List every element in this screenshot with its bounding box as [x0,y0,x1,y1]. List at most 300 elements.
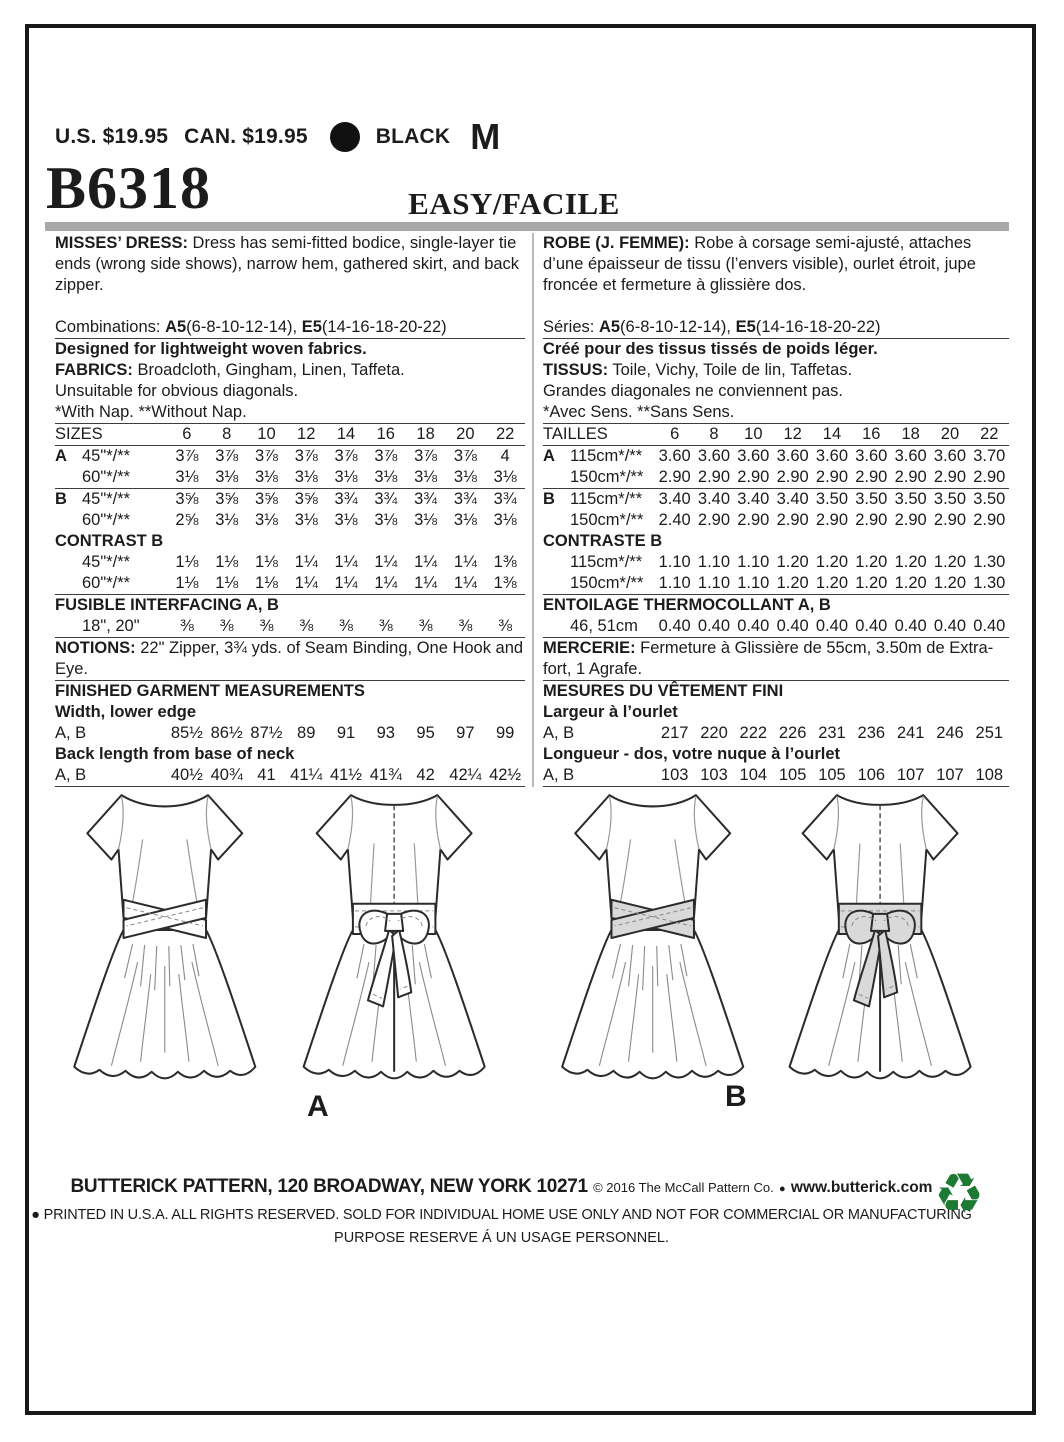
value-cell: 1⅛ [254,574,278,592]
value-cell: 93 [376,724,395,742]
table-section-label: Width, lower edge [55,703,197,721]
value-cell: 18 [901,425,920,443]
value-cell: 2.90 [697,468,731,486]
view-letter [55,616,82,637]
value-cell: 3.60 [894,447,927,465]
value-cell: 251 [975,724,1004,742]
price-us: U.S. $19.95 [55,125,169,148]
view-letter: B [543,490,555,508]
value-cell: 236 [857,724,886,742]
publisher-address: BUTTERICK PATTERN, 120 BROADWAY, NEW YORK 10271 [70,1176,588,1197]
value-cell: 3¾ [374,490,398,508]
value-cell: 1.20 [894,553,927,571]
value-cell: 1.20 [815,574,849,592]
value-cell: 42½ [489,766,522,784]
table-section-label: Longueur - dos, votre nuque à l’ourlet [543,745,841,763]
view-letter [543,573,570,594]
value-cell: 2.90 [973,468,1006,486]
row-label-text: 60"*/** [82,511,131,529]
description-body-fr: Robe à corsage semi-ajusté, attaches d’une épaisseur de tissu (l’envers visible), ourlet étroit, jupe froncée et fermeture à glissière dos. [543,234,976,294]
view-letter [543,467,570,488]
value-cell: 91 [336,724,356,742]
value-cell: 3⅛ [453,511,477,529]
publisher-line [29,1176,974,1198]
value-cell: 6 [182,425,192,443]
value-cell: 3⅝ [175,490,199,508]
table-row [55,573,525,595]
value-cell: 1⅛ [175,574,199,592]
table-row [543,723,1009,744]
value-cell: 8 [709,425,719,443]
table-section-label: Back length from base of neck [55,745,295,763]
dress-a-back-view [304,795,485,1078]
row-label [55,573,167,594]
size-group-letter: M [470,116,501,157]
value-cell: 2.90 [815,468,849,486]
paragraph-title: MERCERIE: [543,639,636,657]
description-title-en: MISSES’ DRESS: [55,234,188,252]
pattern-number: B6318 [46,155,212,221]
value-cell: 41½ [329,766,363,784]
value-cell: 217 [660,724,689,742]
value-cell: 3⅛ [453,468,477,486]
value-cell: 0.40 [776,617,809,635]
table-paragraph [55,638,525,681]
value-cell: 103 [660,766,689,784]
value-cell: 226 [778,724,807,742]
value-cell: 3.60 [776,447,809,465]
value-cell: 3⅞ [175,447,199,465]
value-cell: 1.20 [776,553,809,571]
value-cell: 1⅛ [254,553,278,571]
value-cell: 3⅞ [453,447,477,465]
table-row [543,467,1009,489]
row-label-text: 18", 20" [82,617,140,635]
row-label-text: SIZES [55,425,103,443]
row-label-text: A, B [55,766,87,784]
value-cell: 231 [818,724,846,742]
table-row [543,552,1009,573]
value-cell: 2.90 [737,468,770,486]
value-cell: 103 [700,766,728,784]
value-cell: 3⅛ [215,468,239,486]
row-label [55,467,167,488]
row-label-text: 45"*/** [82,447,131,465]
combo-a5: A5 [165,318,187,336]
value-cell: 8 [222,425,232,443]
fabrics-title-fr: TISSUS: [543,361,609,379]
table-section-label: Largeur à l’ourlet [543,703,678,721]
value-cell: 3.40 [737,490,770,508]
value-cell: 2.90 [894,468,927,486]
value-cell: 3⅛ [334,468,358,486]
value-cell: 3.60 [855,447,888,465]
value-cell: 3⅛ [414,468,438,486]
value-cell: 3.50 [973,490,1006,508]
dress-a-front-view [74,795,255,1078]
value-cell: 2.90 [737,511,770,529]
table-row [55,467,525,489]
value-cell: 3⅛ [294,468,318,486]
combo-a5-sizes: (6-8-10-12-14), [186,318,302,336]
dress-b-back-view [790,795,971,1078]
fabrics-body-fr: Toile, Vichy, Toile de lin, Taffetas. [608,361,853,379]
value-cell: 1.10 [697,574,731,592]
recycle-icon: ♻ [934,1162,985,1225]
value-cell: 0.40 [737,617,770,635]
combinations-line-fr [543,317,1009,339]
value-cell: 241 [896,724,925,742]
value-cell: 2.90 [933,511,967,529]
value-cell: 3⅛ [374,511,398,529]
value-cell: 14 [822,425,842,443]
combo-e5-sizes: (14-16-18-20-22) [321,318,447,336]
value-cell: 1¼ [453,574,477,592]
value-cell: 2.90 [776,468,809,486]
row-label-text: A, B [543,766,575,784]
row-label [55,446,167,467]
value-cell: 3⅛ [374,468,398,486]
value-cell: 3.40 [658,490,691,508]
serie-e5: E5 [735,318,756,336]
value-cell: 99 [495,724,515,742]
value-cell: 2.90 [973,511,1006,529]
value-cell: ⅜ [299,617,314,635]
table-paragraph [543,638,1009,681]
rights-line: ● PRINTED IN U.S.A. ALL RIGHTS RESERVED. SOLD FOR INDIVIDUAL HOME USE ONLY AND NOT FOR COMMERCIAL OR MANUFACTURING [31,1207,972,1223]
row-label-text: 46, 51cm [570,617,638,635]
row-label [55,552,167,573]
value-cell: 3.40 [776,490,809,508]
value-cell: 2.90 [815,511,849,529]
value-cell: 2.90 [776,511,809,529]
value-cell: 97 [456,724,475,742]
value-cell: 2.90 [855,511,888,529]
value-cell: 85½ [170,724,203,742]
unsuitable-line-en: Unsuitable for obvious diagonals. [55,382,299,400]
value-cell: 1.10 [658,553,691,571]
row-label-text: 60"*/** [82,574,131,592]
value-cell: 2.90 [855,468,888,486]
row-label [543,616,655,637]
value-cell: 1.20 [776,574,809,592]
serie-e5-sizes: (14-16-18-20-22) [755,318,881,336]
spec-columns [55,233,1011,787]
designed-for-en: Designed for lightweight woven fabrics. [55,340,367,358]
value-cell: 1¼ [374,553,398,571]
value-cell: 3⅞ [215,447,239,465]
row-label [543,510,655,531]
table-section-label: ENTOILAGE THERMOCOLLANT A, B [543,596,831,614]
table-section-label: FINISHED GARMENT MEASUREMENTS [55,682,365,700]
value-cell: 95 [416,724,435,742]
serie-a5-sizes: (6-8-10-12-14), [620,318,736,336]
value-cell: 3.60 [658,447,691,465]
row-label-text: 115cm*/** [570,447,643,465]
value-cell: 3⅛ [414,511,438,529]
value-cell: ⅜ [418,617,433,635]
value-cell: 40¾ [210,766,243,784]
value-cell: 10 [744,425,763,443]
value-cell: 0.40 [933,617,967,635]
value-cell: 2.90 [894,511,927,529]
value-cell: 105 [778,766,807,784]
table-row [543,446,1009,467]
value-cell: 3⅛ [334,511,358,529]
row-label-text: 150cm*/** [570,468,644,486]
value-cell: 89 [297,724,316,742]
value-cell: 2.40 [658,511,691,529]
value-cell: 1¼ [374,574,398,592]
value-cell: 1¼ [334,574,358,592]
row-label-text: 45"*/** [82,553,131,571]
value-cell: 12 [297,425,316,443]
yardage-table-en [55,424,525,787]
spacer [543,296,1009,317]
value-cell: 3⅞ [254,447,278,465]
row-label-text: A, B [543,724,575,742]
dress-illustrations [60,775,1010,1107]
fabrics-line-fr [543,360,1009,381]
nap-note-fr: *Avec Sens. **Sans Sens. [543,402,1009,424]
row-label [543,573,655,594]
value-cell: 3⅛ [215,511,239,529]
paragraph-text: Fermeture à Glissière de 55cm, 3.50m de Extra-fort, 1 Agrafe. [543,639,994,678]
description-title-fr: ROBE (J. FEMME): [543,234,690,252]
price-can: CAN. $19.95 [184,125,308,148]
value-cell: 1¼ [294,553,318,571]
value-cell: 1.20 [855,553,888,571]
value-cell: 106 [857,766,886,784]
value-cell: 3⅞ [294,447,318,465]
envelope-frame [25,24,1036,1415]
designed-for-fr: Créé pour des tissus tissés de poids léger. [543,340,878,358]
value-cell: 2.90 [658,468,691,486]
dress-b-front-view [562,795,743,1078]
value-cell: 3⅞ [334,447,358,465]
description-fr [543,233,1009,296]
value-cell: 1.10 [737,574,770,592]
french-column [543,233,1009,787]
paragraph-title: NOTIONS: [55,639,136,657]
value-cell: 20 [456,425,475,443]
value-cell: 220 [700,724,728,742]
row-label-text: 45"*/** [82,490,131,508]
combinations-prefix: Combinations: [55,318,166,336]
view-a-label: A [307,1090,329,1123]
value-cell: 1.20 [894,574,927,592]
value-cell: 20 [940,425,960,443]
value-cell: 0.40 [658,617,691,635]
value-cell: 3⅞ [414,447,438,465]
view-letter [543,616,570,637]
yardage-table-fr [543,424,1009,787]
description-en [55,233,525,296]
value-cell: 42¼ [449,766,482,784]
table-section-label: CONTRASTE B [543,532,663,550]
value-cell: 1.10 [697,553,731,571]
value-cell: ⅜ [180,617,194,635]
column-divider [532,233,534,787]
table-row [55,723,525,744]
value-cell: 3⅛ [493,468,517,486]
fabrics-body-en: Broadcloth, Gingham, Linen, Taffeta. [132,361,405,379]
row-label-text: 150cm*/** [570,574,644,592]
price-row [55,116,500,158]
value-cell: 41¾ [369,766,402,784]
value-cell: 1⅜ [493,553,517,571]
color-label: BLACK [375,125,451,148]
value-cell: ⅜ [458,617,473,635]
fabrics-line-en [55,360,525,381]
value-cell: 87½ [250,724,283,742]
row-label-text: 115cm*/** [570,553,643,571]
value-cell: 41¼ [290,766,323,784]
row-label [543,552,655,573]
value-cell: 1.30 [973,574,1006,592]
value-cell: 1¼ [294,574,318,592]
table-row [543,616,1009,638]
value-cell: 1.10 [737,553,770,571]
rights-line-fr: PURPOSE RESERVE Á UN USAGE PERSONNEL. [334,1230,669,1246]
difficulty-label: EASY/FACILE [408,186,620,221]
view-letter: A [55,447,67,465]
series-prefix: Séries: [543,318,599,336]
value-cell: 3.60 [697,447,731,465]
value-cell: 3.50 [855,490,888,508]
value-cell: 3.50 [894,490,927,508]
table-header-row [55,424,525,446]
value-cell: 107 [936,766,964,784]
website-url: www.butterick.com [790,1179,933,1196]
value-cell: 3⅛ [254,468,278,486]
value-cell: ⅜ [219,617,234,635]
row-label-text: 115cm*/** [570,490,643,508]
description-body-en: Dress has semi-fitted bodice, single-layer tie ends (wrong side shows), narrow hem, gathered skirt, and back zipper. [55,234,520,294]
table-section-label: CONTRAST B [55,532,164,550]
value-cell: 3.50 [815,490,849,508]
value-cell: 3⅛ [294,511,318,529]
table-row [543,573,1009,595]
value-cell: ⅜ [378,617,393,635]
value-cell: 3.60 [933,447,967,465]
value-cell: 1¼ [453,553,477,571]
value-cell: 1¼ [414,574,438,592]
row-label [543,723,655,744]
value-cell: 1¼ [334,553,358,571]
value-cell: 6 [670,425,680,443]
value-cell: 1.20 [855,574,888,592]
value-cell: 3¾ [334,490,358,508]
row-label-text: TAILLES [543,425,608,443]
value-cell: 3⅛ [493,511,517,529]
value-cell: 0.40 [815,617,849,635]
value-cell: 1¼ [414,553,438,571]
value-cell: ⅜ [259,617,274,635]
table-row [543,489,1009,510]
value-cell: 1.20 [933,553,967,571]
value-cell: 16 [376,425,395,443]
row-label [55,723,167,744]
value-cell: 108 [975,766,1004,784]
value-cell: 1⅜ [493,574,517,592]
view-letter [55,552,82,573]
black-color-dot-icon [330,122,360,152]
view-letter [55,467,82,488]
paragraph-text: 22" Zipper, 3¾ yds. of Seam Binding, One Hook and Eye. [55,639,524,678]
header-divider-bar [45,222,1009,231]
value-cell: ⅜ [339,617,353,635]
value-cell: 222 [739,724,768,742]
fabrics-title-en: FABRICS: [55,361,133,379]
bullet-icon: ● [778,1183,786,1195]
row-label [55,489,167,510]
view-b-label: B [725,1080,747,1113]
value-cell: 41 [257,766,276,784]
value-cell: 3.60 [815,447,849,465]
view-letter [543,510,570,531]
value-cell: 18 [416,425,435,443]
value-cell: 3¾ [453,490,477,508]
value-cell: 3⅞ [374,447,398,465]
combinations-line-en [55,317,525,339]
value-cell: 0.40 [697,617,731,635]
value-cell: 2⅝ [175,511,199,529]
view-letter [543,552,570,573]
value-cell: 4 [500,447,510,465]
value-cell: 3¾ [414,490,438,508]
spacer [55,296,525,317]
value-cell: 3¾ [493,490,517,508]
row-label-text: 60"*/** [82,468,131,486]
combo-e5: E5 [301,318,322,336]
value-cell: 10 [257,425,276,443]
value-cell: 2.90 [933,468,967,486]
row-label [543,424,655,445]
row-label [55,616,167,637]
table-row [55,489,525,510]
unsuitable-line-fr: Grandes diagonales ne conviennent pas. [543,382,843,400]
table-header-row [543,424,1009,446]
value-cell: 1⅛ [215,574,239,592]
view-letter [55,510,82,531]
value-cell: 40½ [170,766,203,784]
value-cell: 3.50 [933,490,967,508]
value-cell: 107 [896,766,925,784]
value-cell: 22 [980,425,999,443]
value-cell: 3⅝ [294,490,318,508]
value-cell: 0.40 [973,617,1006,635]
value-cell: 3.40 [697,490,731,508]
row-label [543,467,655,488]
table-row [55,446,525,467]
table-section-label: FUSIBLE INTERFACING A, B [55,596,279,614]
value-cell: 1.30 [973,553,1006,571]
copyright-text: © 2016 The McCall Pattern Co. [593,1180,774,1195]
value-cell: ⅜ [498,617,513,635]
value-cell: 3.70 [973,447,1006,465]
value-cell: 2.90 [697,511,731,529]
value-cell: 3⅛ [254,511,278,529]
row-label [543,489,655,510]
value-cell: 0.40 [855,617,888,635]
value-cell: 16 [862,425,881,443]
value-cell: 0.40 [894,617,927,635]
value-cell: 86½ [210,724,243,742]
value-cell: 3⅝ [254,490,278,508]
value-cell: 1⅛ [175,553,199,571]
row-label [543,446,655,467]
